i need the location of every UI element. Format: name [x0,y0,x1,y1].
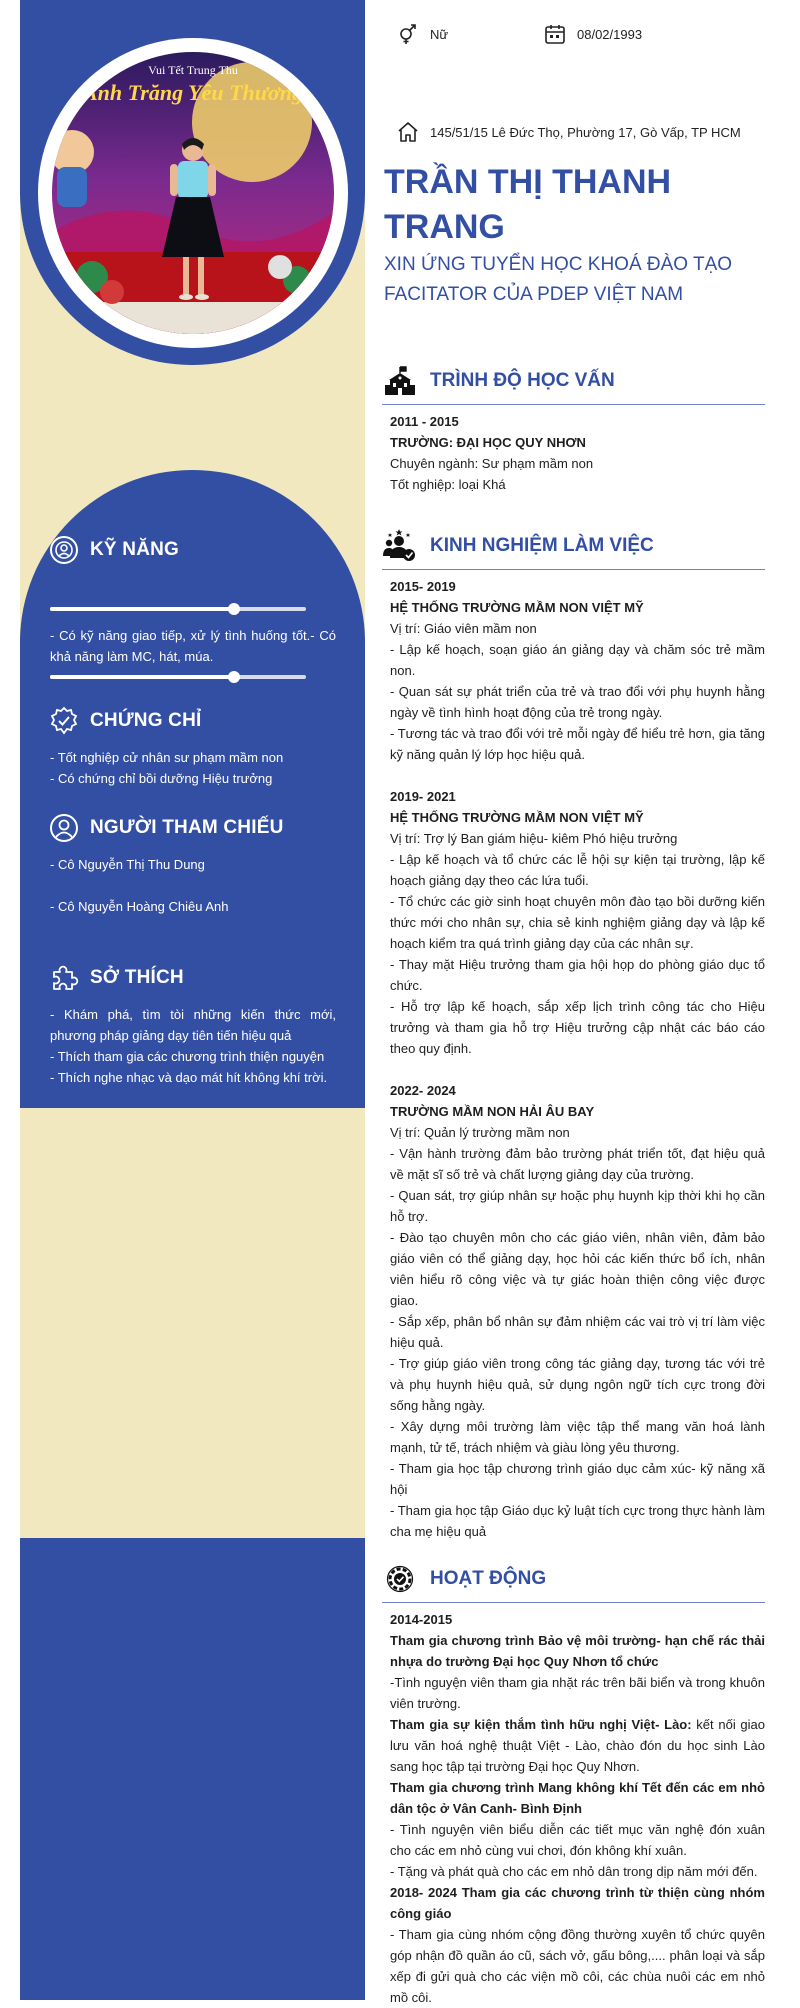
job-company: HỆ THỐNG TRƯỜNG MẦM NON VIỆT MỸ [390,600,644,615]
certificates-title: CHỨNG CHỈ [90,710,202,731]
job-entry [390,576,765,765]
school-building-icon [382,363,418,399]
skill-level-bar-2 [50,675,306,679]
gender-field [396,22,448,46]
job-company: HỆ THỐNG TRƯỜNG MẦM NON VIỆT MỸ [390,810,644,825]
activities-header [382,1556,765,1603]
home-icon [396,120,420,144]
activity-title: 2018- 2024 Tham gia các chương trình từ thiện cùng nhóm công giáo [390,1885,765,1921]
skills-badge-icon [48,534,80,566]
subtitle-line: XIN ỨNG TUYỂN HỌC KHOÁ ĐÀO TẠO [384,254,733,275]
gear-check-icon [382,1561,418,1597]
references-title: NGƯỜI THAM CHIẾU [90,817,284,838]
job-period: 2022- 2024 [390,1083,456,1098]
hobbies-header [48,962,184,994]
address-value: 145/51/15 Lê Đức Thọ, Phường 17, Gò Vấp, TP HCM [430,124,741,140]
education-header [382,358,765,405]
left-bottom-panel [20,1538,365,2000]
activity-entry [390,1714,765,1777]
birthdate-field [543,22,642,46]
experience-title: KINH NGHIỆM LÀM VIỆC [430,535,654,556]
name-line: TRẦN THỊ THANH [384,163,672,201]
job-duty: - Thay mặt Hiệu trưởng tham gia hội họp do phòng giáo dục tổ chức. [390,957,765,993]
education-period: 2011 - 2015 [390,414,459,429]
activity-text: kết nối giao lưu văn hoá nghệ thuật Việt - Lào, chào đón du học sinh Lào sang học tập tại trường Đại học Quy Nhơn. [390,1717,766,1774]
puzzle-icon [48,962,80,994]
job-duty: - Đào tạo chuyên môn cho các giáo viên, nhân viên, đảm bảo giáo viên có thể giảng dạy, học hỏi các kiến thức bổ ích, nhân viên hiểu rõ công việc và tự giác hoàn thiện công việc được giao. [390,1230,765,1308]
experience-list [390,576,765,1542]
education-title: TRÌNH ĐỘ HỌC VẤN [430,370,615,391]
hobby-item: - Khám phá, tìm tòi những kiến thức mới, phương pháp giảng dạy tiên tiến hiệu quả [50,1007,336,1043]
reference-item: - Cô Nguyễn Hoàng Chiêu Anh [50,899,229,914]
job-duty: - Quan sát sự phát triển của trẻ và trao đổi với phụ huynh hằng ngày về tình hình hoạt động của trẻ trong ngày. [390,684,765,720]
certificate-item: - Có chứng chỉ bồi dưỡng Hiệu trưởng [50,771,273,786]
user-circle-icon [48,812,80,844]
job-entry [390,786,765,1059]
hobbies-list [50,1004,336,1088]
job-duty: - Hỗ trợ lập kế hoạch, sắp xếp lịch trình công tác cho Hiệu trưởng và tham gia hỗ trợ Hiệu trưởng cập nhật các báo cáo theo quy định. [390,999,765,1056]
activity-title: Tham gia chương trình Bảo vệ môi trường- hạn chế rác thải nhựa do trường Đại học Quy Nhơn tổ chức [390,1633,765,1669]
references-list [50,854,336,917]
job-duty: - Tham gia học tập Giáo dục kỷ luật tích cực trong thực hành làm cha mẹ hiệu quả [390,1503,765,1539]
activity-title: Tham gia chương trình Mang không khí Tết đến các em nhỏ dân tộc ở Vân Canh- Bình Định [390,1780,765,1816]
job-duty: - Tổ chức các giờ sinh hoạt chuyên môn đào tạo bồi dưỡng kiến thức mới cho nhân sự, chia sẻ kinh nghiệm giảng dạy và lập kế hoạch kiểm tra quá trình giảng dạy của các nhân sự. [390,894,765,951]
education-grade: Tốt nghiệp: loại Khá [390,477,506,492]
activity-period: 2014-2015 [390,1612,453,1627]
skill-level-bar-1 [50,607,306,611]
reference-item: - Cô Nguyễn Thị Thu Dung [50,857,205,872]
activities-title: HOẠT ĐỘNG [430,1568,547,1589]
subtitle-line: FACITATOR CỦA PDEP VIỆT NAM [384,284,684,305]
hobby-item: - Thích nghe nhạc và dạo mát hít không khí trời. [50,1070,328,1085]
gender-icon [396,22,420,46]
education-major: Chuyên ngành: Sư phạm mầm non [390,456,594,471]
experience-header [382,523,765,570]
skills-title: KỸ NĂNG [90,539,180,560]
certificate-item: - Tốt nghiệp cử nhân sư phạm mầm non [50,750,284,765]
hobby-item: - Thích tham gia các chương trình thiện nguyện [50,1049,325,1064]
application-subtitle [384,250,774,310]
job-duty: - Vận hành trường đảm bảo trường phát triển tốt, đạt hiệu quả về mặt sĩ số trẻ và chất lượng giảng dạy của trường. [390,1146,765,1182]
job-duty: - Lập kế hoạch, soạn giáo án giảng dạy và chăm sóc trẻ mầm non. [390,642,765,678]
references-header [48,812,284,844]
job-role: Vị trí: Giáo viên mầm non [390,621,537,636]
certificate-badge-icon [48,705,80,737]
job-duty: - Sắp xếp, phân bổ nhân sự đảm nhiệm các vai trò vị trí làm việc hiệu quả. [390,1314,765,1350]
job-duty: - Lập kế hoạch và tổ chức các lễ hội sự kiện tại trường, lập kế hoạch giảng dạy theo các lứa tuổi. [390,852,765,888]
job-duty: - Xây dựng môi trường làm việc tập thể mang văn hoá lành mạnh, tử tế, trách nhiệm và giàu lòng yêu thương. [390,1419,765,1455]
name-line: TRANG [384,208,505,246]
profile-photo [52,52,334,334]
skills-text: - Có kỹ năng giao tiếp, xử lý tình huống tốt.- Có khả năng làm MC, hát, múa. [50,628,336,664]
activities-list [390,1609,765,2008]
activity-title: Tham gia sự kiện thắm tình hữu nghị Việt- Lào: [390,1717,692,1732]
activity-text: - Tình nguyện viên biểu diễn các tiết mục văn nghệ đón xuân cho các em nhỏ cùng vui chơi, đón không khí xuân. [390,1822,765,1858]
activity-text: - Tham gia cùng nhóm cộng đồng thường xuyên tổ chức quyên góp nhận đồ quần áo cũ, sách vở, gấu bông,.... phân loại và sắp xếp đi gửi quà cho các viện mồ côi, các chùa nuôi các em nhỏ mồ côi. [390,1927,765,2005]
job-period: 2019- 2021 [390,789,456,804]
candidate-name [384,160,774,250]
certificates-list [50,747,336,789]
activity-text: -Tình nguyện viên tham gia nhặt rác trên bãi biển và trong khuôn viên trường. [390,1675,765,1711]
gender-value: Nữ [430,26,449,42]
activity-text: - Tặng và phát quà cho các em nhỏ dân trong dịp năm mới đến. [390,1864,758,1879]
job-duty: - Quan sát, trợ giúp nhân sự hoặc phụ huynh kịp thời khi họ cần hỗ trợ. [390,1188,765,1224]
job-role: Vị trí: Trợ lý Ban giám hiệu- kiêm Phó hiệu trưởng [390,831,678,846]
hobbies-title: SỞ THÍCH [90,967,184,988]
certificates-header [48,705,202,737]
photo-top-text: Vui Tết Trung Thu [148,63,238,77]
calendar-icon [543,22,567,46]
address-field [396,120,741,144]
skills-header [48,534,179,566]
education-details [390,411,765,495]
job-duty: - Tham gia học tập chương trình giáo dục cảm xúc- kỹ năng xã hội [390,1461,765,1497]
birthdate-value: 08/02/1993 [577,26,643,42]
job-entry [390,1080,765,1542]
job-period: 2015- 2019 [390,579,456,594]
job-duty: - Tương tác và trao đổi với trẻ mỗi ngày để hiểu trẻ hơn, gia tăng kỹ năng quản lý lớp học hiệu quả. [390,726,765,762]
job-role: Vị trí: Quản lý trường mầm non [390,1125,570,1140]
education-school: TRƯỜNG: ĐẠI HỌC QUY NHƠN [390,435,586,450]
photo-banner-text: Ánh Trăng Yêu Thương [83,80,303,105]
team-star-icon [382,528,418,564]
job-company: TRƯỜNG MẦM NON HẢI ÂU BAY [390,1104,595,1119]
job-duty: - Trợ giúp giáo viên trong công tác giảng dạy, tương tác với trẻ và phụ huynh hiệu quả, sử dụng ngôn ngữ tích cực trong đời sống hằng ngày. [390,1356,765,1413]
